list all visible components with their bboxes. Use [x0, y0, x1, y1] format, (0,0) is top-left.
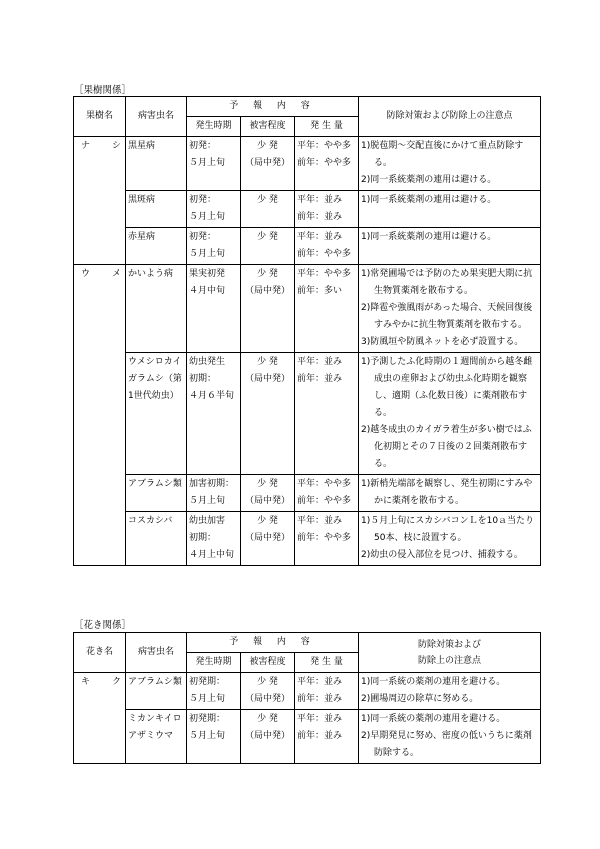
notes-cell: [359, 265, 541, 353]
note-item: 1)予測したふ化時期の１週間前から越冬雌成虫の産卵および幼虫ふ化時期を観察し、適期（ふ化数日後）に薬剤散布する。: [361, 357, 533, 418]
table-row: [74, 475, 541, 512]
notes-cell: [359, 673, 541, 710]
period-cell: 加害初期： ５月上旬: [187, 475, 241, 512]
pest-name-cell: ミカンキイロアザミウマ: [126, 710, 187, 764]
damage-cell: 少 発: [241, 191, 295, 228]
header-forecast: 予 報 内 容: [187, 633, 359, 653]
note-item: 2)越冬成虫のカイガラ着生が多い樹ではふ化初期とその７日後の２回薬剤散布する。: [361, 425, 532, 469]
header-amount: 発 生 量: [295, 653, 359, 673]
header-notes: [359, 633, 541, 673]
note-item: 1)脱苞期～交配直後にかけて重点防除する。: [361, 141, 524, 168]
header-damage: 被害程度: [241, 117, 295, 137]
note-item: 2)早期発見に努め、密度の低いうちに薬剤防除する。: [361, 731, 532, 758]
header-period: 発生時期: [187, 653, 241, 673]
note-item: 1)新梢先端部を観察し、発生初期にすみやかに薬剤を散布する。: [361, 479, 533, 506]
pest-name-cell: アブラムシ類: [126, 673, 187, 710]
period-cell: 初発期： ５月上旬: [187, 673, 241, 710]
header-amount: 発 生 量: [295, 117, 359, 137]
damage-cell: 少 発 （局中発）: [241, 673, 295, 710]
pest-name-cell: 赤星病: [126, 228, 187, 265]
amount-cell: 平年：並み 前年：並み: [295, 353, 359, 475]
table-row: [74, 137, 541, 191]
note-item: 2)同一系統薬剤の連用は避ける。: [361, 175, 497, 185]
header-notes: 防除対策および防除上の注意点: [359, 97, 541, 137]
notes-cell: [359, 475, 541, 512]
period-cell: 幼虫発生 初期： ４月６半旬: [187, 353, 241, 475]
flower-forecast-table: [73, 632, 541, 764]
header-damage: 被害程度: [241, 653, 295, 673]
header-notes-line1: 防除対策および: [417, 639, 481, 650]
header-forecast: 予 報 内 容: [187, 97, 359, 117]
notes-cell: [359, 228, 541, 265]
period-cell: 幼虫加害 初期： ４月上中旬: [187, 512, 241, 566]
flower-table-body: [74, 673, 541, 764]
note-item: 2)幼虫の侵入部位を見つけ、捕殺する。: [361, 550, 523, 560]
table-row: [74, 265, 541, 353]
damage-cell: 少 発 （局中発）: [241, 265, 295, 353]
period-cell: 初発： ５月上旬: [187, 137, 241, 191]
pest-name-cell: ウメシロカイガラムシ（第1世代幼虫）: [126, 353, 187, 475]
period-cell: 果実初発 ４月中旬: [187, 265, 241, 353]
notes-cell: [359, 137, 541, 191]
damage-cell: 少 発 （局中発）: [241, 353, 295, 475]
note-item: 1)同一系統の薬剤の連用を避ける。: [361, 677, 506, 687]
amount-cell: 平年：やや多 前年：多い: [295, 265, 359, 353]
note-item: 3)防風垣や防風ネットを必ず設置する。: [361, 337, 524, 347]
amount-cell: 平年：並み 前年：やや多: [295, 228, 359, 265]
amount-cell: 平年：並み 前年：並み: [295, 191, 359, 228]
table-row: [74, 512, 541, 566]
amount-cell: 平年：並み 前年：並み: [295, 673, 359, 710]
amount-cell: 平年：並み 前年：並み: [295, 710, 359, 764]
crop-name-cell: ウ メ: [74, 265, 126, 566]
amount-cell: 平年：やや多 前年：やや多: [295, 475, 359, 512]
header-pest: 病害虫名: [126, 633, 187, 673]
amount-cell: 平年：やや多 前年：やや多: [295, 137, 359, 191]
table-row: [74, 673, 541, 710]
table-header-row: [74, 633, 541, 653]
header-period: 発生時期: [187, 117, 241, 137]
crop-name-cell: ナ シ: [74, 137, 126, 265]
section-title-fruit: ［果樹関係］: [74, 85, 132, 96]
header-tree: 果樹名: [74, 97, 126, 137]
fruit-forecast-table: [73, 96, 541, 566]
fruit-table-body: [74, 137, 541, 566]
table-row: [74, 191, 541, 228]
table-header-row: [74, 97, 541, 117]
note-item: 1)同一系統の薬剤の連用を避ける。: [361, 714, 506, 724]
damage-cell: 少 発 （局中発）: [241, 475, 295, 512]
damage-cell: 少 発 （局中発）: [241, 512, 295, 566]
period-cell: 初発： ５月上旬: [187, 191, 241, 228]
table-row: [74, 228, 541, 265]
pest-name-cell: 黒斑病: [126, 191, 187, 228]
pest-name-cell: 黒星病: [126, 137, 187, 191]
damage-cell: 少 発 （局中発）: [241, 137, 295, 191]
section-title-flower: ［花き関係］: [74, 620, 132, 631]
table-row: [74, 353, 541, 475]
header-tree: 花き名: [74, 633, 126, 673]
note-item: 2)圃場周辺の除草に努める。: [361, 694, 479, 704]
note-item: 1)同一系統薬剤の連用は避ける。: [361, 232, 497, 242]
notes-cell: [359, 191, 541, 228]
note-item: 1)５月上旬にスカシバコンＬを10ａ当たり50本、枝に設置する。: [361, 516, 535, 543]
pest-name-cell: コスカシバ: [126, 512, 187, 566]
amount-cell: 平年：並み 前年：やや多: [295, 512, 359, 566]
damage-cell: 少 発: [241, 228, 295, 265]
damage-cell: 少 発 （局中発）: [241, 710, 295, 764]
note-item: 1)常発圃場では予防のため果実肥大期に抗生物質薬剤を散布する。: [361, 269, 533, 296]
pest-name-cell: アブラムシ類: [126, 475, 187, 512]
pest-name-cell: かいよう病: [126, 265, 187, 353]
period-cell: 初発期： ５月上旬: [187, 710, 241, 764]
header-notes-line2: 防除上の注意点: [417, 655, 481, 666]
notes-cell: [359, 512, 541, 566]
table-row: [74, 710, 541, 764]
note-item: 2)降雹や強風雨があった場合、天候回復後すみやかに抗生物質薬剤を散布する。: [361, 303, 533, 330]
note-item: 1)同一系統薬剤の連用は避ける。: [361, 195, 497, 205]
header-pest: 病害虫名: [126, 97, 187, 137]
notes-cell: [359, 353, 541, 475]
crop-name-cell: キ ク: [74, 673, 126, 764]
notes-cell: [359, 710, 541, 764]
period-cell: 初発： ５月上旬: [187, 228, 241, 265]
